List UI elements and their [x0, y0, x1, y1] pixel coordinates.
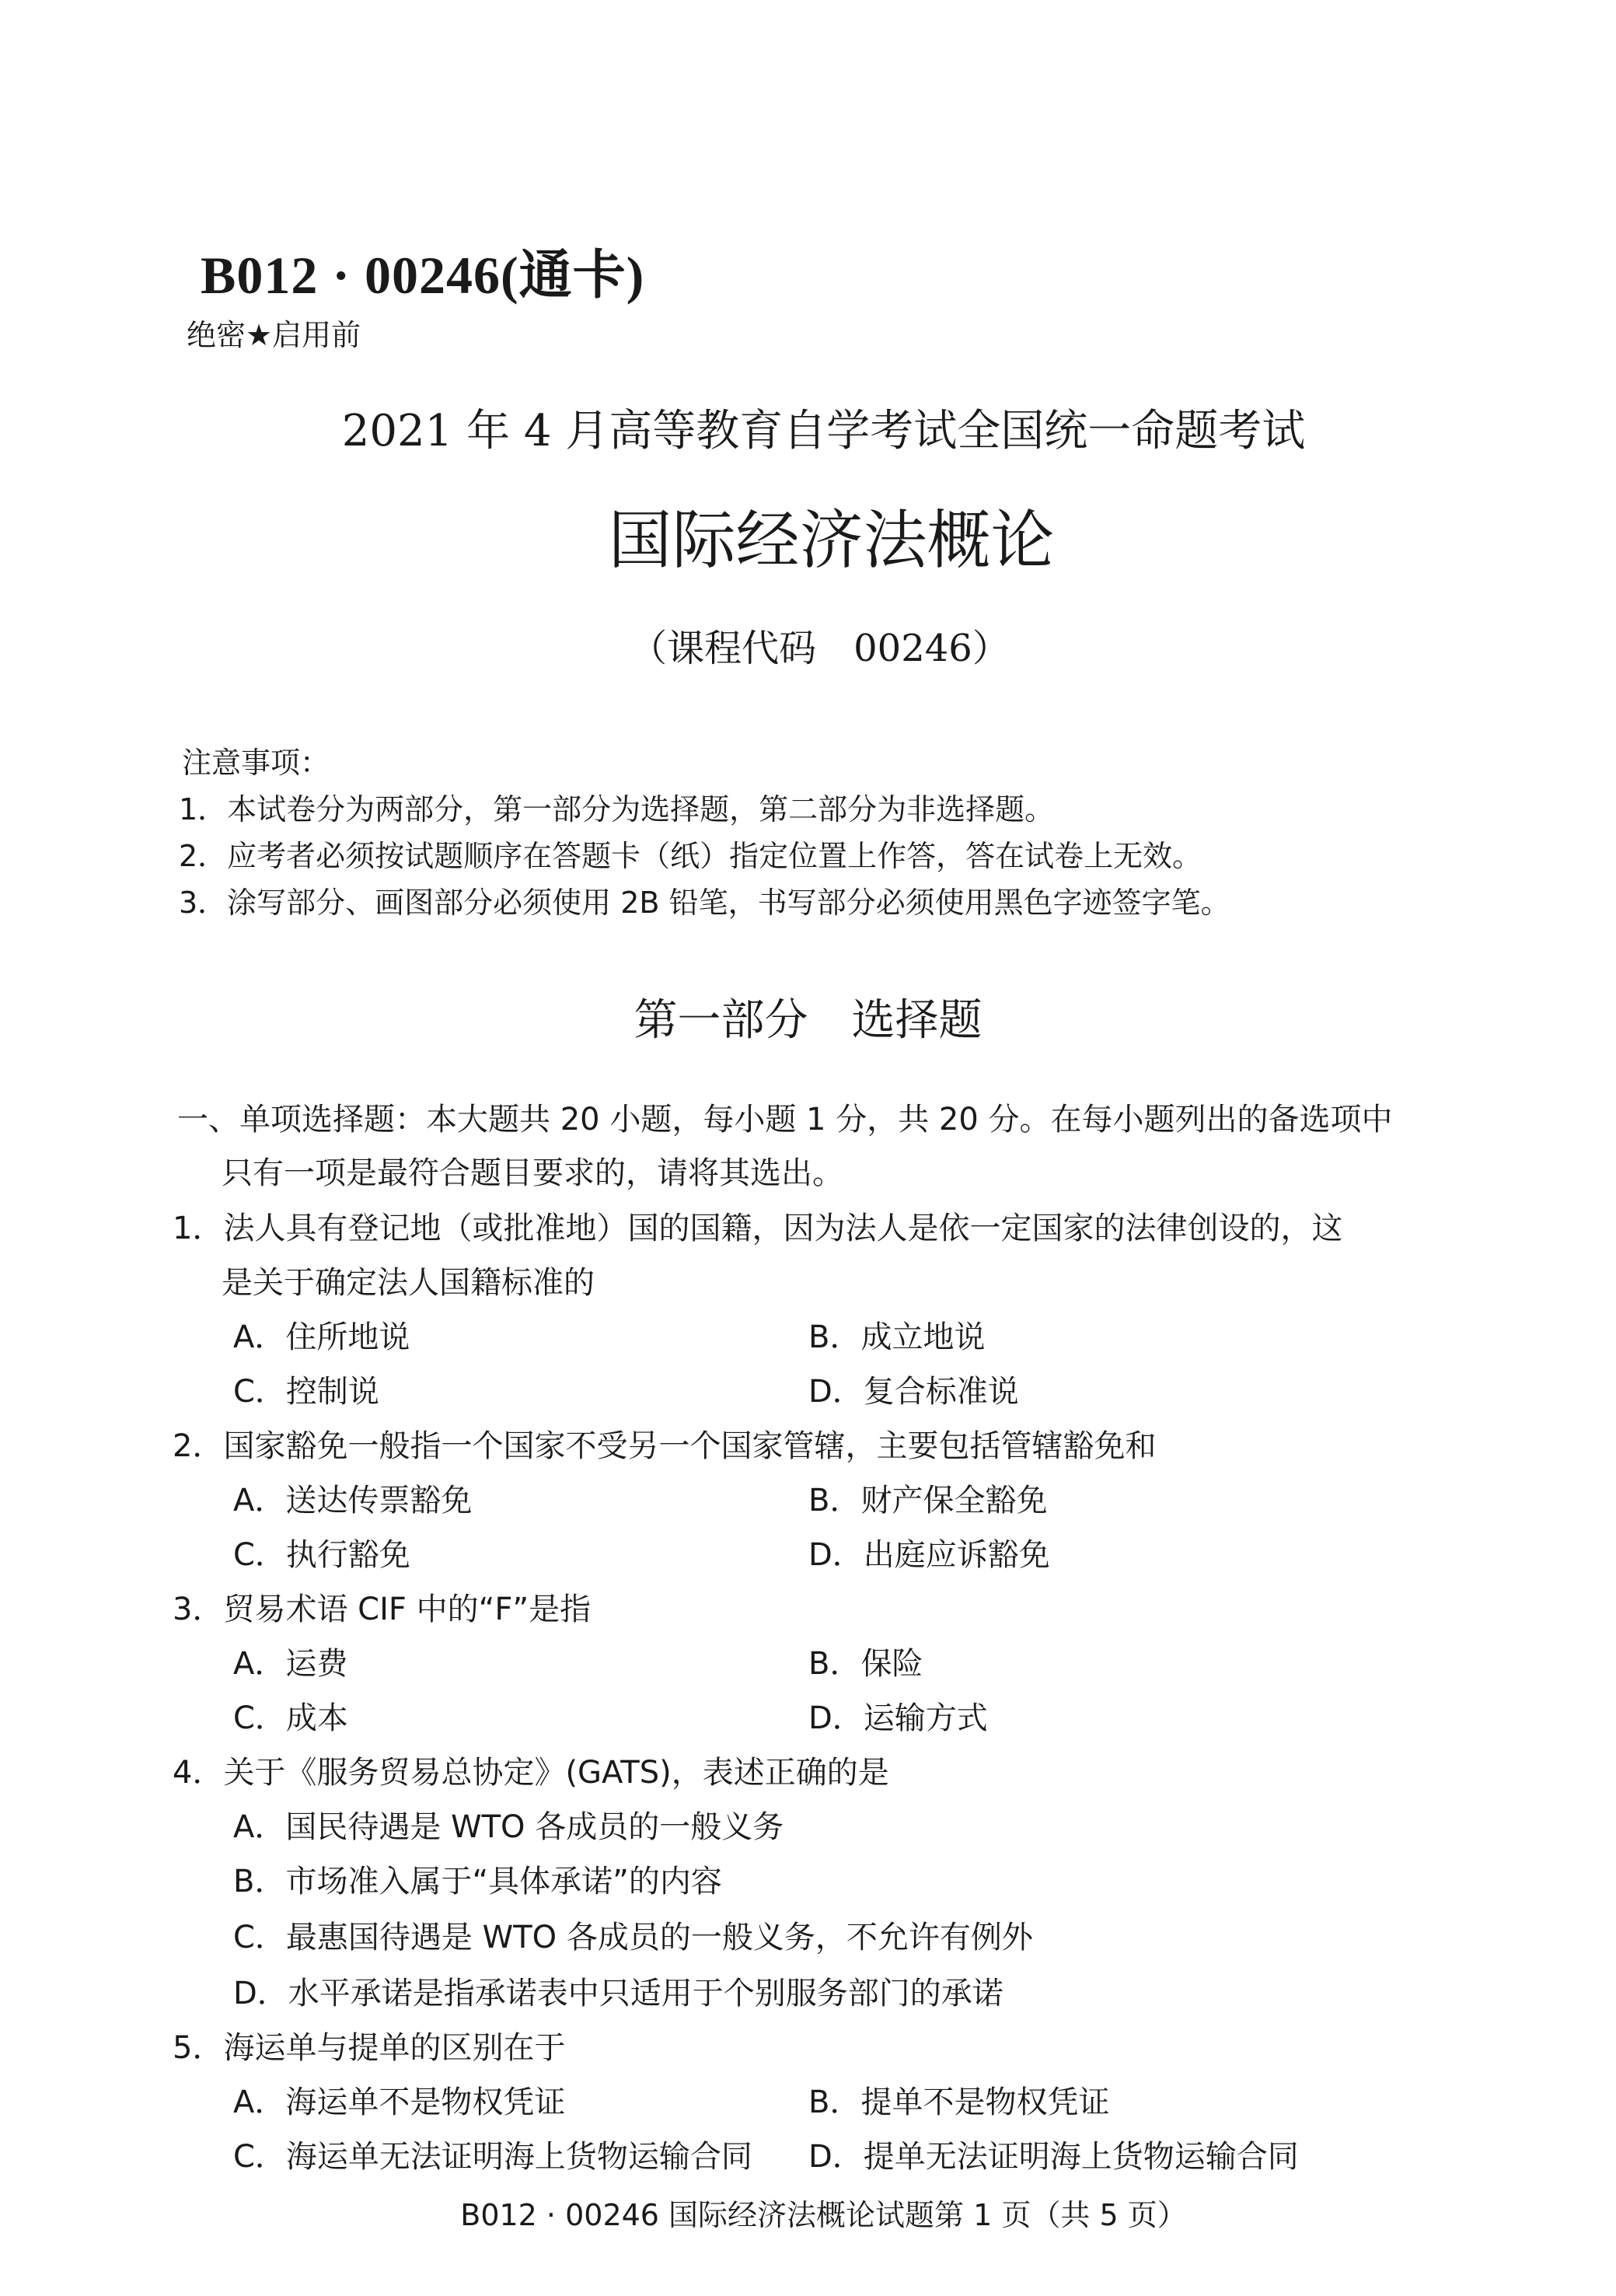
option-d: D．水平承诺是指承诺表中只适用于个别服务部门的承诺 [233, 1976, 1003, 2011]
subject-title: 国际经济法概论 [608, 504, 1055, 578]
option-c: C．控制说 [233, 1374, 379, 1410]
option-a: A．送达传票豁免 [233, 1483, 473, 1518]
option-b: B．提单不是物权凭证 [808, 2085, 1110, 2120]
option-a: A．住所地说 [233, 1319, 410, 1355]
paper-code: B012 · 00246(通卡) [201, 246, 645, 305]
option-b: B．保险 [808, 1646, 923, 1682]
section-heading: 一、单项选择题：本大题共 20 小题，每小题 1 分，共 20 分。在每小题列出的备选项中 [177, 1102, 1393, 1138]
option-c: C．最惠国待遇是 WTO 各成员的一般义务，不允许有例外 [233, 1920, 1033, 1955]
page-footer: B012 · 00246 国际经济法概论试题第 1 页（共 5 页） [460, 2198, 1187, 2232]
confidential-mark: 绝密★启用前 [187, 318, 361, 352]
question-stem: 3．贸易术语 CIF 中的“F”是指 [173, 1592, 592, 1627]
option-d: D．出庭应诉豁免 [808, 1537, 1050, 1573]
option-a: A．海运单不是物权凭证 [233, 2085, 566, 2120]
section-heading-cont: 只有一项是最符合题目要求的，请将其选出。 [222, 1155, 843, 1191]
option-a: A．国民待遇是 WTO 各成员的一般义务 [233, 1809, 784, 1845]
question-stem-cont: 是关于确定法人国籍标准的 [222, 1265, 595, 1301]
notice-item: 3．涂写部分、画图部分必须使用 2B 铅笔，书写部分必须使用黑色字迹签字笔。 [179, 886, 1230, 920]
question-stem: 1．法人具有登记地（或批准地）国的国籍，因为法人是依一定国家的法律创设的，这 [173, 1211, 1343, 1246]
notice-item: 2．应考者必须按试题顺序在答题卡（纸）指定位置上作答，答在试卷上无效。 [179, 839, 1202, 873]
option-d: D．提单无法证明海上货物运输合同 [808, 2139, 1299, 2175]
part-title: 第一部分 选择题 [633, 995, 983, 1046]
question-stem: 2．国家豁免一般指一个国家不受另一个国家管辖，主要包括管辖豁免和 [173, 1428, 1157, 1464]
notice-title: 注意事项： [182, 746, 330, 780]
option-b: B．成立地说 [808, 1319, 986, 1355]
option-d: D．复合标准说 [808, 1374, 1019, 1410]
notice-item: 1．本试卷分为两部分，第一部分为选择题，第二部分为非选择题。 [179, 792, 1055, 826]
option-d: D．运输方式 [808, 1700, 988, 1736]
question-stem: 4．关于《服务贸易总协定》(GATS)，表述正确的是 [173, 1755, 889, 1791]
option-c: C．成本 [233, 1700, 348, 1736]
option-a: A．运费 [233, 1646, 348, 1682]
course-code: （课程代码 00246） [630, 627, 1010, 670]
option-b: B．财产保全豁免 [808, 1483, 1048, 1518]
exam-title: 2021 年 4 月高等教育自学考试全国统一命题考试 [341, 406, 1306, 456]
question-stem: 5．海运单与提单的区别在于 [173, 2030, 566, 2066]
option-c: C．执行豁免 [233, 1537, 410, 1573]
option-b: B．市场准入属于“具体承诺”的内容 [233, 1864, 722, 1899]
option-c: C．海运单无法证明海上货物运输合同 [233, 2139, 752, 2175]
